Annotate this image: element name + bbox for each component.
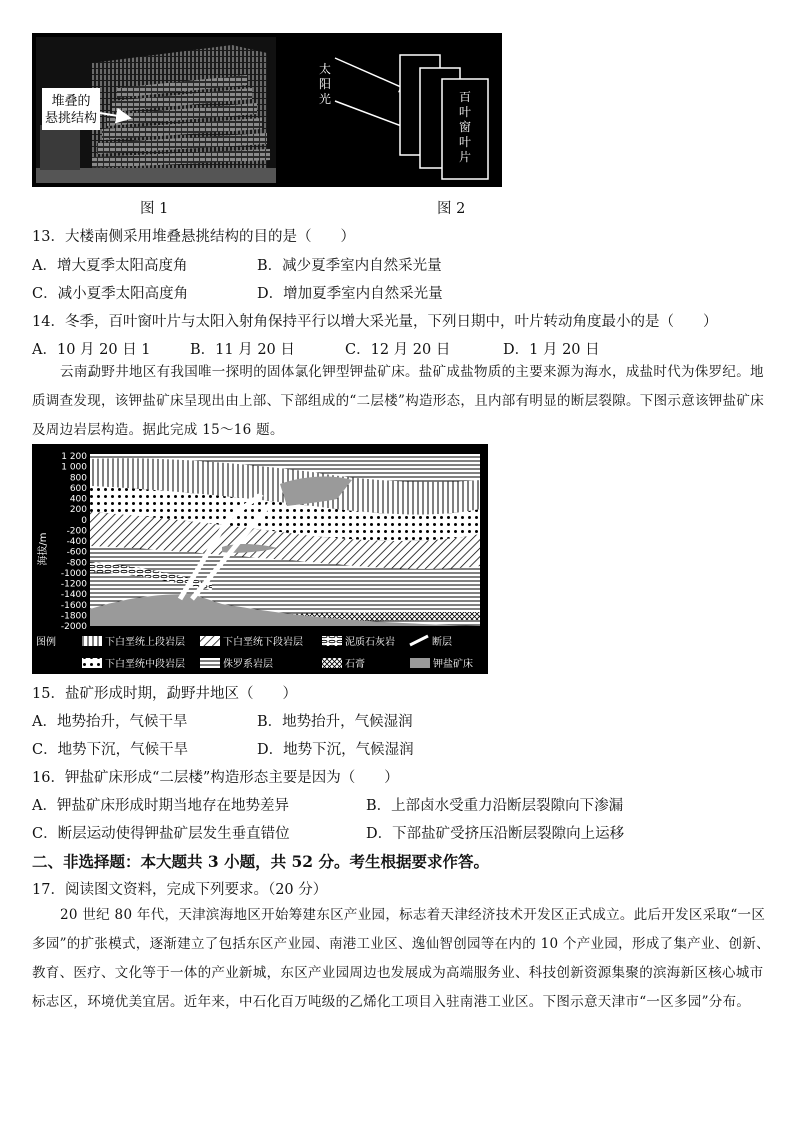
y-tick-label: 0: [81, 515, 87, 526]
q13-option-b[interactable]: B．减少夏季室内自然采光量: [257, 258, 442, 274]
q16-option-c[interactable]: C．断层运动使得钾盐矿层发生垂直错位: [32, 826, 290, 842]
y-tick-label: -1000: [60, 568, 87, 579]
legend-item-7: 石膏: [345, 659, 365, 670]
legend-item-5: 下白垩统中段岩层: [105, 659, 185, 670]
y-tick-label: -1600: [60, 600, 87, 611]
figure-1-2-panel: [32, 33, 502, 187]
q15-option-c[interactable]: C．地势下沉，气候干旱: [32, 742, 189, 758]
cantilever-label-line1: 堆叠的: [51, 94, 91, 109]
section-2-heading: 二、非选择题：本大题共 3 小题，共 52 分。考生根据要求作答。: [32, 852, 489, 871]
blind-label-3: 窗: [458, 120, 472, 134]
y-tick-label: -1800: [60, 611, 87, 622]
q14-option-a[interactable]: A．10 月 20 日 1: [32, 342, 151, 358]
figure-1-caption: 图 1: [140, 201, 169, 217]
q16-stem: 16．钾盐矿床形成“二层楼”构造形态主要是因为（ ）: [32, 770, 399, 786]
legend-item-4: 断层: [432, 637, 452, 648]
q16-option-a[interactable]: A．钾盐矿床形成时期当地存在地势差异: [32, 798, 289, 814]
blind-label-2: 叶: [458, 105, 472, 119]
legend-item-2: 下白垩统下段岩层: [223, 637, 303, 648]
y-tick-label: 1 200: [61, 452, 87, 462]
q15-stem: 15．盐矿形成时期，勐野井地区（ ）: [32, 686, 297, 702]
legend-item-6: 侏罗系岩层: [223, 659, 273, 670]
sun-label-3: 光: [318, 92, 332, 106]
cantilever-label-line2: 悬挑结构: [44, 111, 98, 126]
y-tick-label: 200: [69, 505, 87, 516]
y-tick-label: -600: [66, 547, 87, 558]
legend-item-3: 泥质石灰岩: [345, 637, 395, 648]
intro-15-16: 云南勐野井地区有我国唯一探明的固体氯化钾型钾盐矿床。盐矿成盐物质的主要来源为海水，成盐时代为侏罗纪。地质调查发现，该钾盐矿床呈现出由上部、下部组成的“二层楼”构造形态，且内部有明显的断层裂隙。下图示意该钾盐矿床及周边岩层构造。据此完成 15～16 题。: [32, 364, 765, 438]
y-axis-label: 海拔/m: [38, 532, 49, 566]
y-tick-label: -800: [66, 558, 87, 569]
q13-option-a[interactable]: A．增大夏季太阳高度角: [32, 258, 188, 274]
y-tick-label: -400: [66, 537, 87, 547]
plot-area: [90, 454, 480, 626]
blind-label-4: 叶: [458, 135, 472, 149]
q17-paragraph: 20 世纪 80 年代，天津滨海地区开始筹建东区产业园，标志着天津经济技术开发区正式成立。此后开发区采取“一区多园”的扩张模式，逐渐建立了包括东区产业园、南港工业区、逸仙智创园等在内的 10 个产业园，形成了集产业、创新、教育、医疗、文化等于一体的产业新城，东区产业园周边也发展成为高端服务业、科技创新资源集聚的滨海新区核心城市标志区，环境优美宜居。近年来，中石化百万吨级的乙烯化工项目入驻南港工业区。下图示意天津市“一区多园”分布。: [32, 907, 770, 1010]
sun-label-1: 太: [318, 62, 332, 76]
geological-cross-section: [32, 444, 488, 674]
q15-option-b[interactable]: B．地势抬升，气候湿润: [257, 714, 413, 730]
sun-label-2: 阳: [318, 77, 332, 91]
legend-item-8: 钾盐矿床: [433, 659, 473, 670]
y-tick-label: -2000: [60, 622, 87, 632]
y-tick-label: 1 000: [61, 462, 87, 473]
legend-title: 图例: [36, 637, 56, 648]
q16-option-d[interactable]: D．下部盐矿受挤压沿断层裂隙向上运移: [366, 826, 625, 842]
q13-stem: 13．大楼南侧采用堆叠悬挑结构的目的是（ ）: [32, 229, 355, 245]
q14-option-d[interactable]: D．1 月 20 日: [503, 342, 600, 358]
y-tick-label: 400: [69, 494, 87, 505]
y-tick-label: -1400: [60, 590, 87, 601]
blind-label-5: 片: [458, 150, 472, 164]
y-tick-label: -200: [66, 526, 87, 537]
q14-option-c[interactable]: C．12 月 20 日: [345, 342, 451, 358]
y-tick-label: 800: [69, 473, 87, 484]
q15-option-a[interactable]: A．地势抬升，气候干旱: [32, 714, 188, 730]
figure-2-caption: 图 2: [437, 201, 466, 217]
y-tick-label: -1200: [60, 579, 87, 590]
q13-option-c[interactable]: C．减小夏季太阳高度角: [32, 286, 189, 302]
blind-label-1: 百: [458, 90, 472, 104]
legend-item-1: 下白垩统上段岩层: [105, 637, 185, 648]
q15-option-d[interactable]: D．地势下沉，气候湿润: [257, 742, 414, 758]
q16-option-b[interactable]: B．上部卤水受重力沿断层裂隙向下渗漏: [366, 798, 624, 814]
q17-stem: 17．阅读图文资料，完成下列要求。（20 分）: [32, 882, 328, 898]
y-tick-label: 600: [69, 483, 87, 494]
q14-option-b[interactable]: B．11 月 20 日: [190, 342, 295, 358]
q13-option-d[interactable]: D．增加夏季室内自然采光量: [257, 286, 443, 302]
q14-stem: 14．冬季，百叶窗叶片与太阳入射角保持平行以增大采光量，下列日期中，叶片转动角度最小的是（ ）: [32, 314, 718, 330]
